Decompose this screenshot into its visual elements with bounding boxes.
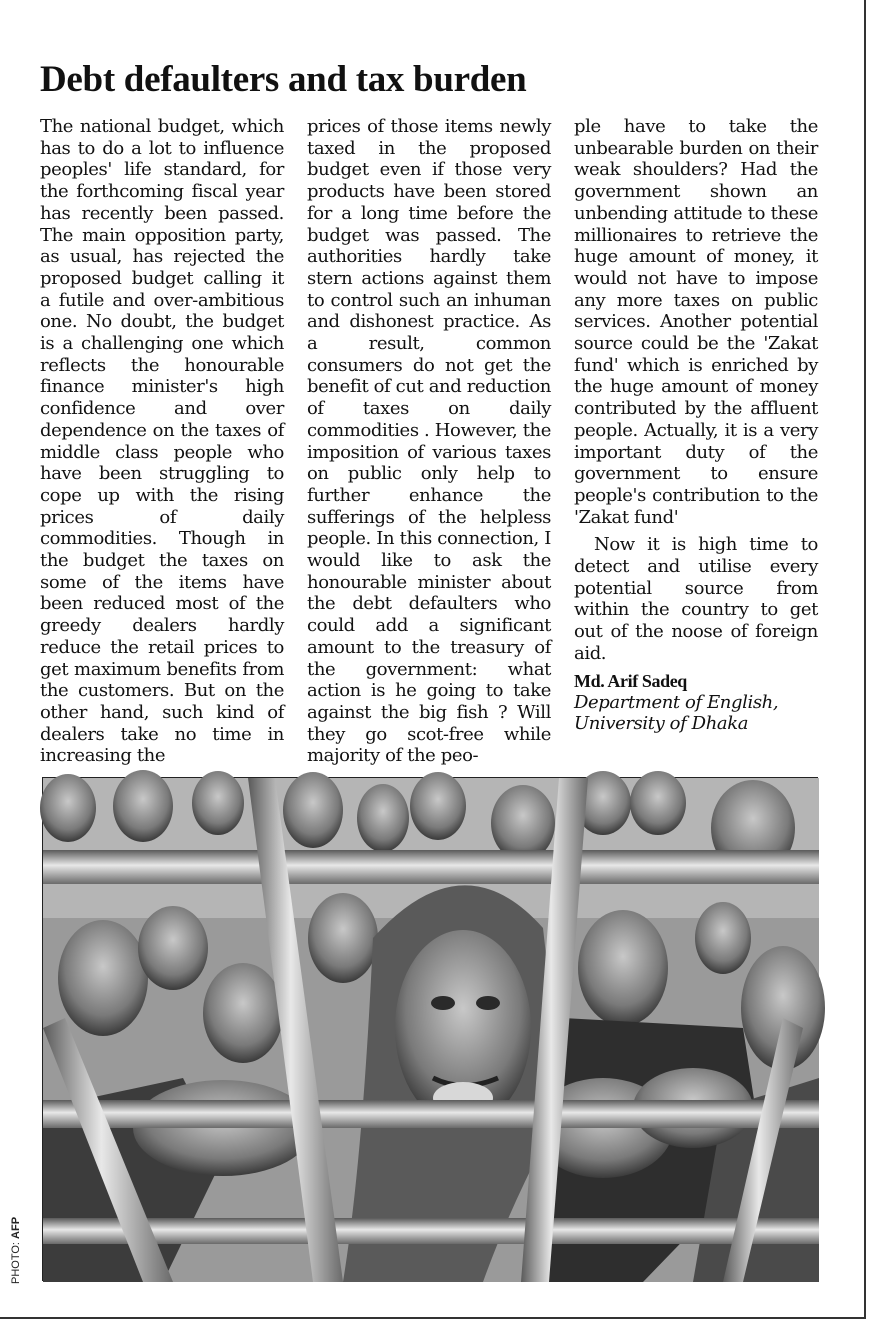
column-3-closing-paragraph: Now it is high time to detect and utilise every potential source from within the country to get out of the noose of foreign aid. [574,534,818,664]
article-column-3 [574,116,818,767]
article-body [40,116,818,767]
column-2-text: prices of those items newly taxed in the proposed budget even if those very products have been stored for a long time before the budget was passed. The authorities hardly take stern actions against them to control such an inhuman and dishonest practice. As a result, common consumers do not get the benefit of cut and reduction of taxes on daily commodities . However, the imposition of various taxes on public only help to further enhance the sufferings of the helpless people. In this connection, I would like to ask the honourable minister about the debt defaulters who could add a significant amount to the treasury of the government: what action is he going to take against the big fish ? Will they go scot-free while majority of the peo- [307,116,551,767]
photo-credit-label: PHOTO: [10,1242,22,1284]
news-photo [42,777,818,1281]
author-university: University of Dhaka [574,713,749,735]
article-headline: Debt defaulters and tax burden [40,59,527,100]
article-column-1 [40,116,284,767]
crowd-behind-bars-image [43,778,819,1282]
photo-credit [10,1217,22,1284]
photo-credit-source: AFP [10,1216,22,1239]
column-3-text: ple have to take the unbearable burden on their weak shoulders? Had the government shown an unbending attitude to these millionaires to retrieve the huge amount of money, it would not have to impose any more taxes on public services. Another potential source could be the 'Zakat fund' which is enriched by the huge amount of money contributed by the affluent people. Actually, it is a very important duty of the government to ensure people's contribution to the 'Zakat fund' [574,116,818,528]
column-1-text: The national budget, which has to do a lot to influence peoples' life standard, for the forthcoming fiscal year has recently been passed. The main opposition party, as usual, has rejected the proposed budget calling it a futile and over-ambitious one. No doubt, the budget is a challenging one which reflects the honourable finance minister's high confidence and over dependence on the taxes of middle class people who have been struggling to cope up with the rising prices of daily commodities. Though in the budget the taxes on some of the items have been reduced most of the greedy dealers hardly reduce the retail prices to get maximum benefits from the customers. But on the other hand, such kind of dealers take no time in increasing the [40,116,284,767]
author-department: Department of English, [574,692,779,714]
author-name: Md. Arif Sadeq [574,670,687,691]
article-column-2 [307,116,551,767]
